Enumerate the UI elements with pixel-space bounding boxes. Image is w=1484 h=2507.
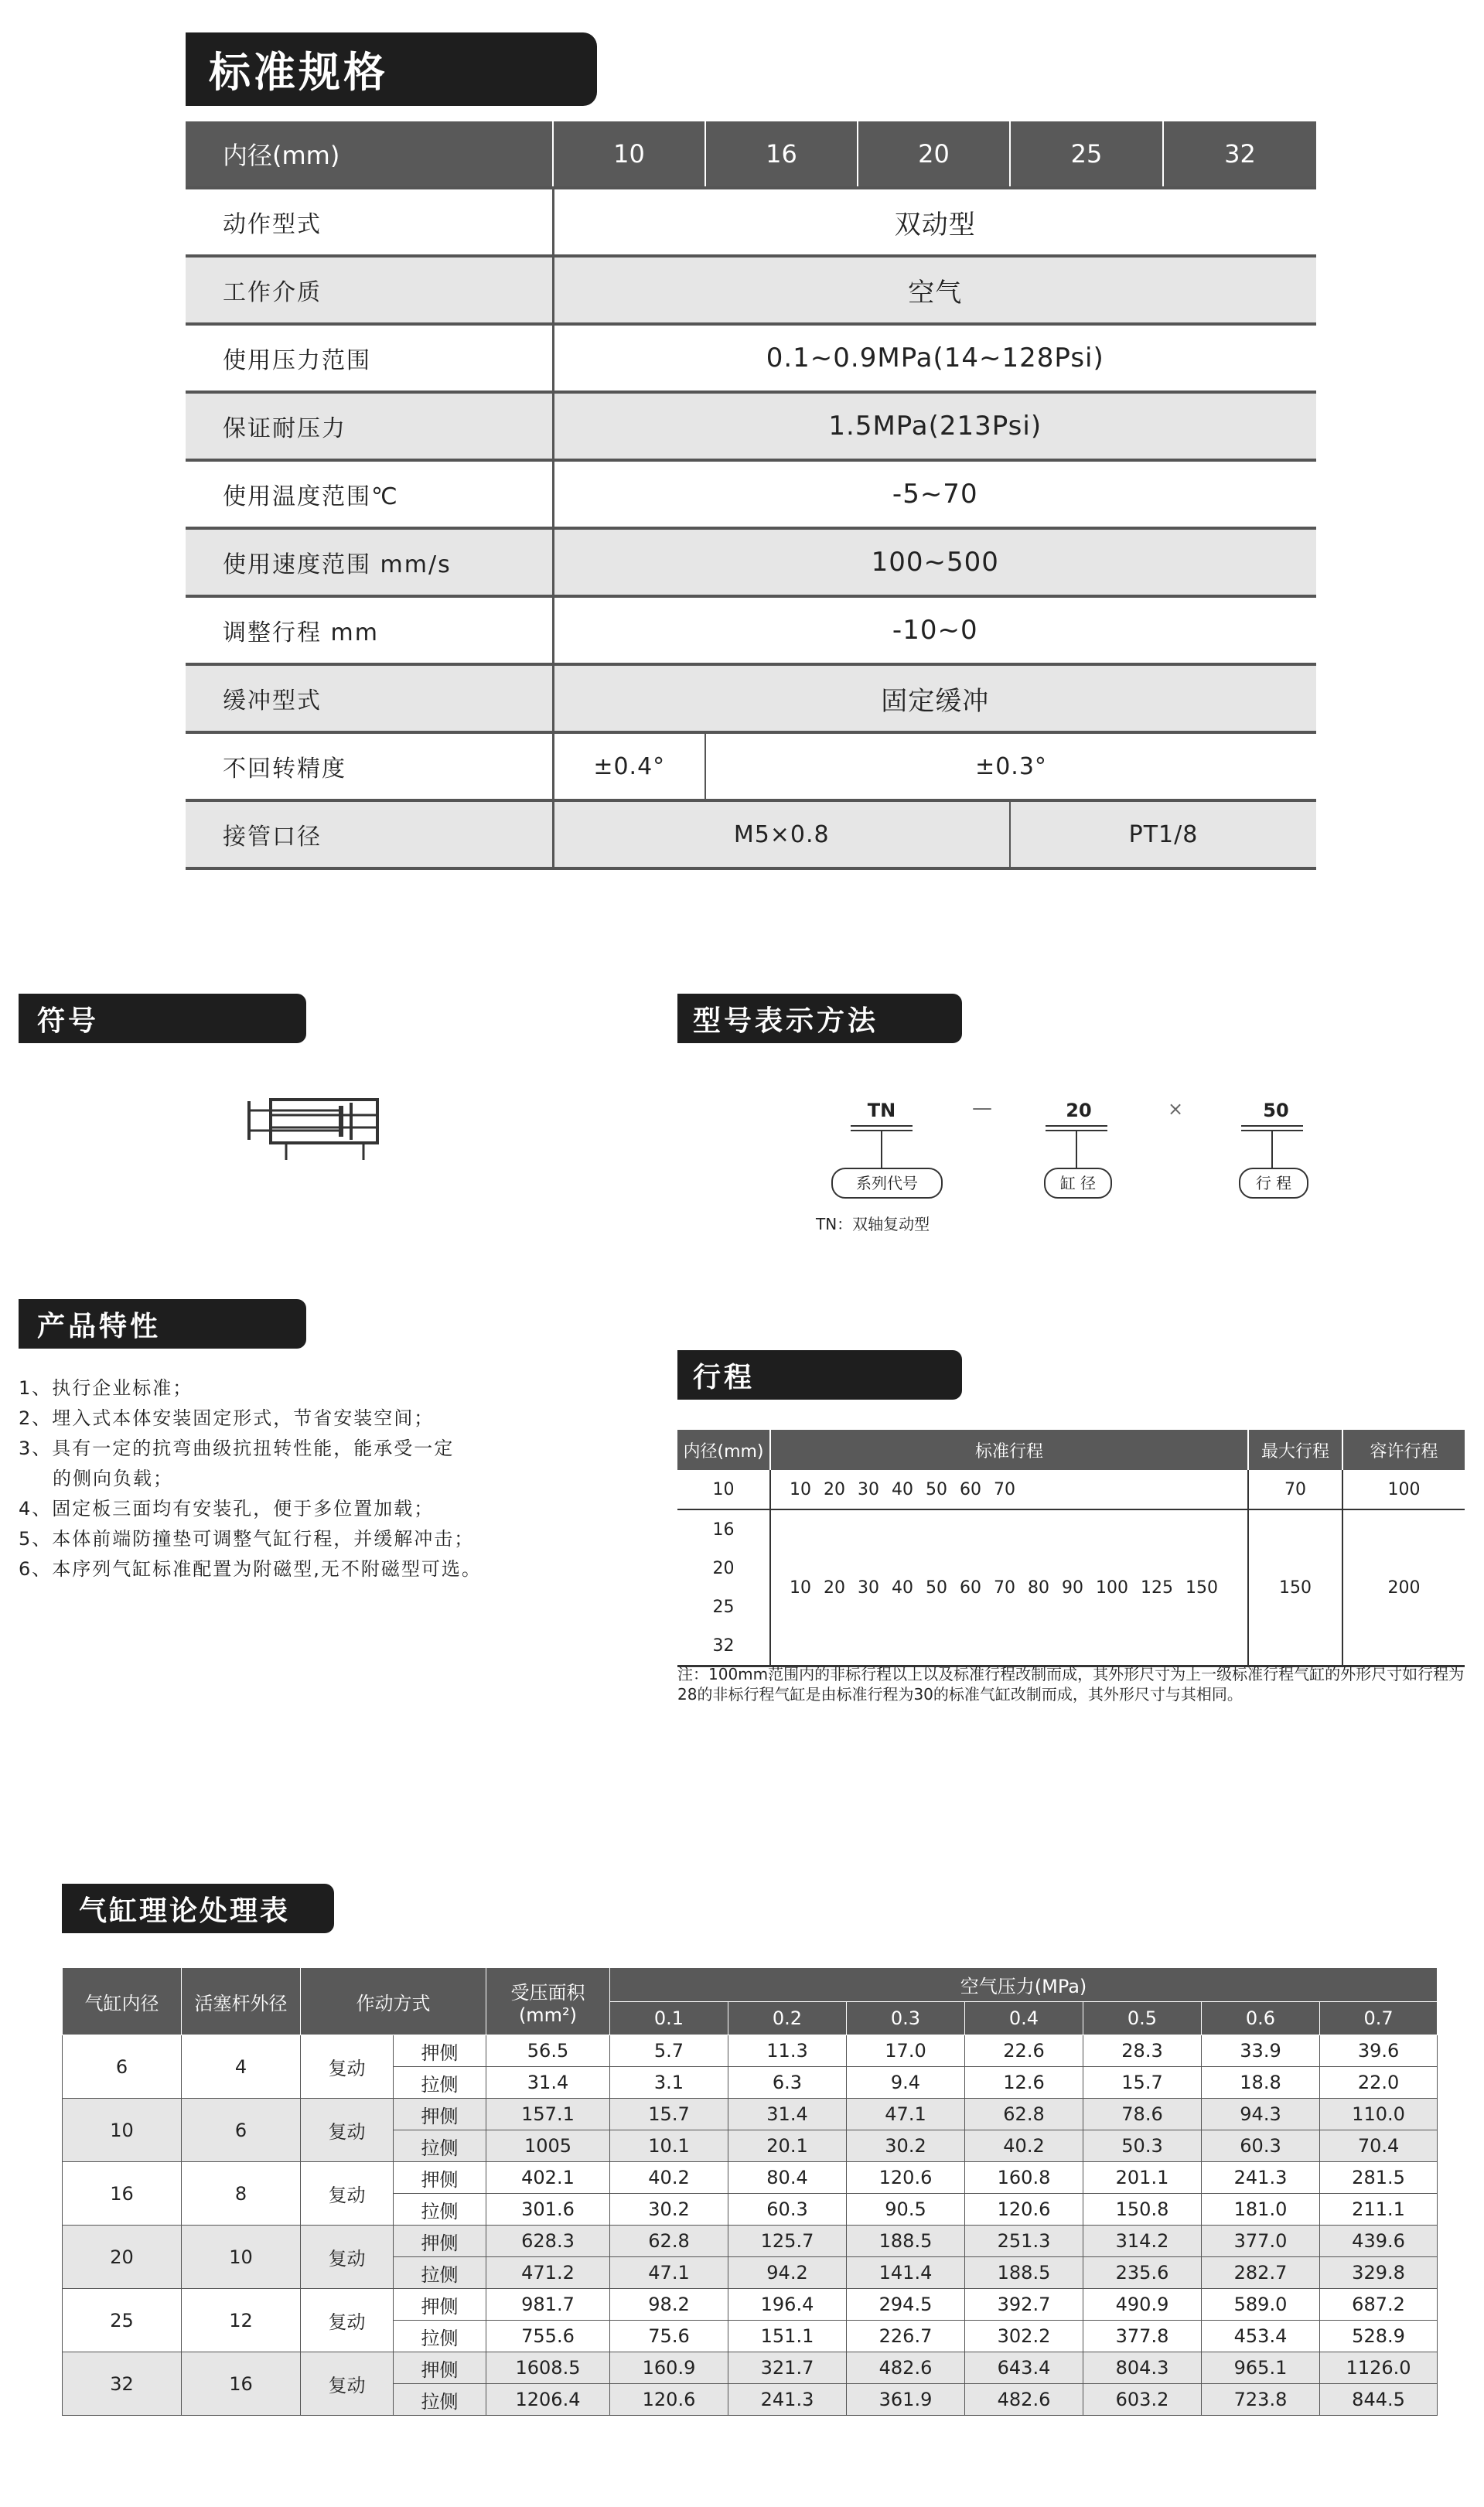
theory-row (63, 2226, 1438, 2257)
stroke-value: 10 (790, 1479, 811, 1499)
model-code-label: 系列代号 (831, 1168, 943, 1199)
spec-row (186, 664, 1316, 732)
force-value: 90.5 (847, 2194, 965, 2226)
feature-item: 1、执行企业标准； (19, 1377, 193, 1399)
theory-bore: 10 (63, 2099, 182, 2162)
stroke-bore: 20 (712, 1558, 735, 1578)
force-value: 50.3 (1083, 2130, 1202, 2162)
force-value: 235.6 (1083, 2257, 1202, 2289)
force-value: 439.6 (1320, 2226, 1438, 2257)
pressure-value: 0.1 (610, 2001, 728, 2035)
theory-bore: 20 (63, 2226, 182, 2289)
force-value: 20.1 (728, 2130, 847, 2162)
area-value: 56.5 (486, 2035, 610, 2067)
spec-label: 不回转精度 (186, 732, 553, 800)
spec-title: 标准规格 (209, 48, 388, 97)
theory-action: 复动 (301, 2226, 394, 2289)
bore-col: 32 (1163, 121, 1316, 188)
spec-value: 空气 (553, 256, 1316, 324)
spec-row (186, 392, 1316, 460)
theory-rod: 6 (182, 2099, 301, 2162)
force-value: 47.1 (847, 2099, 965, 2130)
theory-bore: 32 (63, 2352, 182, 2416)
pull-side-label: 拉侧 (394, 2067, 486, 2099)
force-value: 329.8 (1320, 2257, 1438, 2289)
force-value: 17.0 (847, 2035, 965, 2067)
stroke-value: 30 (858, 1479, 879, 1499)
force-value: 15.7 (1083, 2067, 1202, 2099)
model-section-header (677, 994, 962, 1043)
stroke-value: 50 (926, 1578, 947, 1598)
pressure-value: 0.5 (1083, 2001, 1202, 2035)
theory-row (63, 2035, 1438, 2067)
model-bore-label: 缸 径 (1044, 1168, 1112, 1199)
force-value: 9.4 (847, 2067, 965, 2099)
spec-value: 固定缓冲 (553, 664, 1316, 732)
area-value: 471.2 (486, 2257, 610, 2289)
area-label: 受压面积 (510, 1981, 585, 2004)
pressure-value: 0.7 (1320, 2001, 1438, 2035)
features-section-header (19, 1299, 306, 1349)
stroke-value: 20 (824, 1479, 845, 1499)
force-value: 160.9 (610, 2352, 728, 2384)
bore-col: 16 (705, 121, 858, 188)
spec-row-precision (186, 732, 1316, 800)
force-value: 392.7 (965, 2289, 1083, 2321)
area-value: 628.3 (486, 2226, 610, 2257)
spec-row (186, 188, 1316, 256)
force-value: 150.8 (1083, 2194, 1202, 2226)
force-value: 482.6 (847, 2352, 965, 2384)
stroke-value: 150 (1185, 1578, 1218, 1598)
pull-side-label: 拉侧 (394, 2194, 486, 2226)
stroke-bore: 16 (712, 1520, 735, 1540)
area-value: 31.4 (486, 2067, 610, 2099)
force-value: 281.5 (1320, 2162, 1438, 2194)
theory-rod: 4 (182, 2035, 301, 2099)
force-value: 5.7 (610, 2035, 728, 2067)
bore-col: 10 (553, 121, 705, 188)
force-value: 40.2 (610, 2162, 728, 2194)
feature-item: 4、固定板三面均有安装孔，便于多位置加载； (19, 1498, 435, 1520)
pull-side-label: 拉侧 (394, 2384, 486, 2416)
force-value: 62.8 (965, 2099, 1083, 2130)
area-value: 301.6 (486, 2194, 610, 2226)
spec-label: 使用温度范围℃ (186, 460, 553, 528)
force-value: 188.5 (965, 2257, 1083, 2289)
spec-value: ±0.3° (975, 752, 1047, 780)
force-value: 11.3 (728, 2035, 847, 2067)
force-value: 151.1 (728, 2321, 847, 2352)
spec-label: 动作型式 (186, 188, 553, 256)
force-value: 12.6 (965, 2067, 1083, 2099)
spec-label: 调整行程 mm (186, 596, 553, 664)
spec-value: ±0.4° (553, 732, 705, 800)
spec-row (186, 460, 1316, 528)
stroke-header: 内径(mm) (677, 1430, 770, 1470)
symbol-title: 符号 (37, 1005, 100, 1037)
force-value: 18.8 (1202, 2067, 1320, 2099)
force-value: 321.7 (728, 2352, 847, 2384)
theory-header-bore: 气缸内径 (63, 1968, 182, 2035)
stroke-value: 10 (790, 1578, 811, 1598)
force-value: 589.0 (1202, 2289, 1320, 2321)
model-connector-lines (835, 1123, 1330, 1169)
area-value: 981.7 (486, 2289, 610, 2321)
spec-section-header (186, 32, 597, 106)
theory-action: 复动 (301, 2352, 394, 2416)
feature-item: 3、具有一定的抗弯曲级抗扭转性能，能承受一定 (19, 1438, 455, 1459)
stroke-allow: 100 (1342, 1470, 1465, 1509)
force-value: 314.2 (1083, 2226, 1202, 2257)
theory-action: 复动 (301, 2162, 394, 2226)
force-value: 60.3 (1202, 2130, 1320, 2162)
theory-rod: 8 (182, 2162, 301, 2226)
spec-label: 保证耐压力 (186, 392, 553, 460)
spec-label: 使用速度范围 mm/s (186, 528, 553, 596)
push-side-label: 押侧 (394, 2226, 486, 2257)
force-value: 377.8 (1083, 2321, 1202, 2352)
spec-row-port (186, 800, 1316, 868)
force-value: 528.9 (1320, 2321, 1438, 2352)
push-side-label: 押侧 (394, 2352, 486, 2384)
model-times: × (1167, 1098, 1184, 1120)
spec-row (186, 256, 1316, 324)
feature-item: 的侧向负载； (53, 1468, 173, 1489)
spec-value: -10~0 (892, 615, 978, 646)
stroke-row (677, 1509, 1465, 1549)
force-value: 181.0 (1202, 2194, 1320, 2226)
force-value: 94.2 (728, 2257, 847, 2289)
feature-item: 5、本体前端防撞垫可调整气缸行程，并缓解冲击； (19, 1528, 475, 1550)
stroke-header: 容许行程 (1342, 1430, 1465, 1470)
feature-item: 2、埋入式本体安装固定形式，节省安装空间； (19, 1407, 435, 1429)
stroke-bore: 10 (677, 1470, 770, 1509)
area-unit: (mm²) (518, 2004, 578, 2026)
theory-bore: 6 (63, 2035, 182, 2099)
stroke-value: 90 (1062, 1578, 1083, 1598)
stroke-max: 70 (1248, 1470, 1342, 1509)
force-value: 241.3 (1202, 2162, 1320, 2194)
stroke-value: 125 (1141, 1578, 1173, 1598)
theory-header-pressure: 空气压力(MPa) (610, 1968, 1438, 2002)
theory-bore: 25 (63, 2289, 182, 2352)
force-value: 120.6 (965, 2194, 1083, 2226)
stroke-max: 150 (1248, 1509, 1342, 1666)
stroke-value: 30 (858, 1578, 879, 1598)
theory-bore: 16 (63, 2162, 182, 2226)
force-value: 31.4 (728, 2099, 847, 2130)
force-value: 47.1 (610, 2257, 728, 2289)
force-value: 60.3 (728, 2194, 847, 2226)
force-value: 160.8 (965, 2162, 1083, 2194)
stroke-value: 40 (892, 1479, 913, 1499)
force-value: 490.9 (1083, 2289, 1202, 2321)
area-value: 755.6 (486, 2321, 610, 2352)
pressure-value: 0.6 (1202, 2001, 1320, 2035)
spec-label: 工作介质 (186, 256, 553, 324)
bore-col: 25 (1010, 121, 1163, 188)
area-value: 402.1 (486, 2162, 610, 2194)
stroke-value: 80 (1028, 1578, 1049, 1598)
feature-item: 6、本序列气缸标准配置为附磁型,无不附磁型可选。 (19, 1558, 482, 1580)
force-value: 80.4 (728, 2162, 847, 2194)
spec-value: PT1/8 (1010, 800, 1316, 868)
spec-header-row (186, 121, 1316, 188)
pressure-value: 0.3 (847, 2001, 965, 2035)
push-side-label: 押侧 (394, 2289, 486, 2321)
force-value: 22.6 (965, 2035, 1083, 2067)
pressure-value: 0.2 (728, 2001, 847, 2035)
stroke-value: 70 (994, 1578, 1015, 1598)
force-value: 70.4 (1320, 2130, 1438, 2162)
force-value: 453.4 (1202, 2321, 1320, 2352)
force-value: 1126.0 (1320, 2352, 1438, 2384)
stroke-note: 注：100mm范围内的非标行程以上以及标准行程改制而成，其外形尺寸为上一级标准行程气缸的外形尺寸如行程为28的非标行程气缸是由标准行程为30的标准气缸改制而成，其外形尺寸与其相同。 (677, 1665, 1465, 1704)
stroke-value: 100 (1096, 1578, 1128, 1598)
force-value: 723.8 (1202, 2384, 1320, 2416)
force-value: 30.2 (847, 2130, 965, 2162)
theory-header-action: 作动方式 (301, 1968, 486, 2035)
stroke-value: 60 (960, 1479, 981, 1499)
theory-table (62, 1967, 1438, 2416)
force-value: 196.4 (728, 2289, 847, 2321)
spec-value: 100~500 (553, 528, 1316, 596)
stroke-value: 40 (892, 1578, 913, 1598)
force-value: 28.3 (1083, 2035, 1202, 2067)
theory-section-header (62, 1884, 334, 1933)
stroke-value: 60 (960, 1578, 981, 1598)
force-value: 201.1 (1083, 2162, 1202, 2194)
force-value: 10.1 (610, 2130, 728, 2162)
model-dash: — (972, 1097, 992, 1120)
force-value: 33.9 (1202, 2035, 1320, 2067)
spec-label: 缓冲型式 (186, 664, 553, 732)
pull-side-label: 拉侧 (394, 2257, 486, 2289)
spec-label: 接管口径 (186, 800, 553, 868)
stroke-value: 70 (994, 1479, 1015, 1499)
force-value: 282.7 (1202, 2257, 1320, 2289)
model-bore: 20 (1066, 1100, 1092, 1121)
theory-header-row (63, 1968, 1438, 2002)
spec-value: 1.5MPa(213Psi) (553, 392, 1316, 460)
force-value: 361.9 (847, 2384, 965, 2416)
area-value: 1005 (486, 2130, 610, 2162)
spec-row (186, 324, 1316, 392)
features-title: 产品特性 (37, 1310, 162, 1342)
stroke-value: 20 (824, 1578, 845, 1598)
theory-row (63, 2162, 1438, 2194)
force-value: 965.1 (1202, 2352, 1320, 2384)
push-side-label: 押侧 (394, 2099, 486, 2130)
area-value: 1608.5 (486, 2352, 610, 2384)
force-value: 110.0 (1320, 2099, 1438, 2130)
force-value: 603.2 (1083, 2384, 1202, 2416)
stroke-header: 标准行程 (770, 1430, 1248, 1470)
push-side-label: 押侧 (394, 2162, 486, 2194)
force-value: 120.6 (610, 2384, 728, 2416)
theory-row (63, 2099, 1438, 2130)
theory-header-area (486, 1968, 610, 2035)
force-value: 226.7 (847, 2321, 965, 2352)
stroke-table (677, 1430, 1465, 1667)
force-value: 3.1 (610, 2067, 728, 2099)
theory-rod: 12 (182, 2289, 301, 2352)
force-value: 78.6 (1083, 2099, 1202, 2130)
force-value: 125.7 (728, 2226, 847, 2257)
force-value: 687.2 (1320, 2289, 1438, 2321)
force-value: 62.8 (610, 2226, 728, 2257)
force-value: 30.2 (610, 2194, 728, 2226)
force-value: 377.0 (1202, 2226, 1320, 2257)
pull-side-label: 拉侧 (394, 2321, 486, 2352)
theory-action: 复动 (301, 2035, 394, 2099)
spec-table (186, 121, 1316, 870)
model-title: 型号表示方法 (693, 1005, 879, 1037)
spec-row (186, 528, 1316, 596)
theory-action: 复动 (301, 2289, 394, 2352)
spec-value: M5×0.8 (553, 800, 1010, 868)
stroke-bore: 32 (677, 1626, 770, 1666)
stroke-allow: 200 (1342, 1509, 1465, 1666)
theory-rod: 16 (182, 2352, 301, 2416)
force-value: 844.5 (1320, 2384, 1438, 2416)
spec-label: 使用压力范围 (186, 324, 553, 392)
stroke-section-header (677, 1350, 962, 1400)
stroke-bore: 25 (712, 1597, 735, 1617)
force-value: 482.6 (965, 2384, 1083, 2416)
force-value: 40.2 (965, 2130, 1083, 2162)
spec-value: -5~70 (892, 479, 978, 510)
theory-action: 复动 (301, 2099, 394, 2162)
theory-row (63, 2289, 1438, 2321)
stroke-list (770, 1509, 1248, 1666)
spec-value: 双动型 (894, 209, 976, 240)
push-side-label: 押侧 (394, 2035, 486, 2067)
theory-row (63, 2352, 1438, 2384)
force-value: 120.6 (847, 2162, 965, 2194)
force-value: 241.3 (728, 2384, 847, 2416)
model-note: TN：双轴复动型 (816, 1215, 930, 1233)
bore-col: 20 (858, 121, 1010, 188)
cylinder-symbol-icon (240, 1097, 379, 1166)
force-value: 141.4 (847, 2257, 965, 2289)
force-value: 643.4 (965, 2352, 1083, 2384)
force-value: 6.3 (728, 2067, 847, 2099)
model-stroke-label: 行 程 (1239, 1168, 1308, 1199)
stroke-title: 行程 (693, 1361, 756, 1393)
force-value: 94.3 (1202, 2099, 1320, 2130)
force-value: 22.0 (1320, 2067, 1438, 2099)
force-value: 804.3 (1083, 2352, 1202, 2384)
bore-label: 内径(mm) (186, 121, 553, 188)
stroke-header: 最大行程 (1248, 1430, 1342, 1470)
theory-rod: 10 (182, 2226, 301, 2289)
area-value: 157.1 (486, 2099, 610, 2130)
area-value: 1206.4 (486, 2384, 610, 2416)
stroke-value: 50 (926, 1479, 947, 1499)
force-value: 98.2 (610, 2289, 728, 2321)
force-value: 302.2 (965, 2321, 1083, 2352)
force-value: 211.1 (1320, 2194, 1438, 2226)
force-value: 188.5 (847, 2226, 965, 2257)
stroke-row (677, 1470, 1465, 1509)
stroke-header-row (677, 1430, 1465, 1470)
force-value: 39.6 (1320, 2035, 1438, 2067)
spec-value: 0.1~0.9MPa(14~128Psi) (766, 343, 1104, 373)
stroke-list (770, 1470, 1248, 1509)
theory-title: 气缸理论处理表 (79, 1895, 291, 1927)
pressure-value: 0.4 (965, 2001, 1083, 2035)
force-value: 75.6 (610, 2321, 728, 2352)
spec-row (186, 596, 1316, 664)
force-value: 294.5 (847, 2289, 965, 2321)
force-value: 15.7 (610, 2099, 728, 2130)
force-value: 251.3 (965, 2226, 1083, 2257)
symbol-section-header (19, 994, 306, 1043)
pull-side-label: 拉侧 (394, 2130, 486, 2162)
theory-header-rod: 活塞杆外径 (182, 1968, 301, 2035)
model-code: TN (867, 1100, 896, 1121)
model-stroke: 50 (1263, 1100, 1289, 1121)
